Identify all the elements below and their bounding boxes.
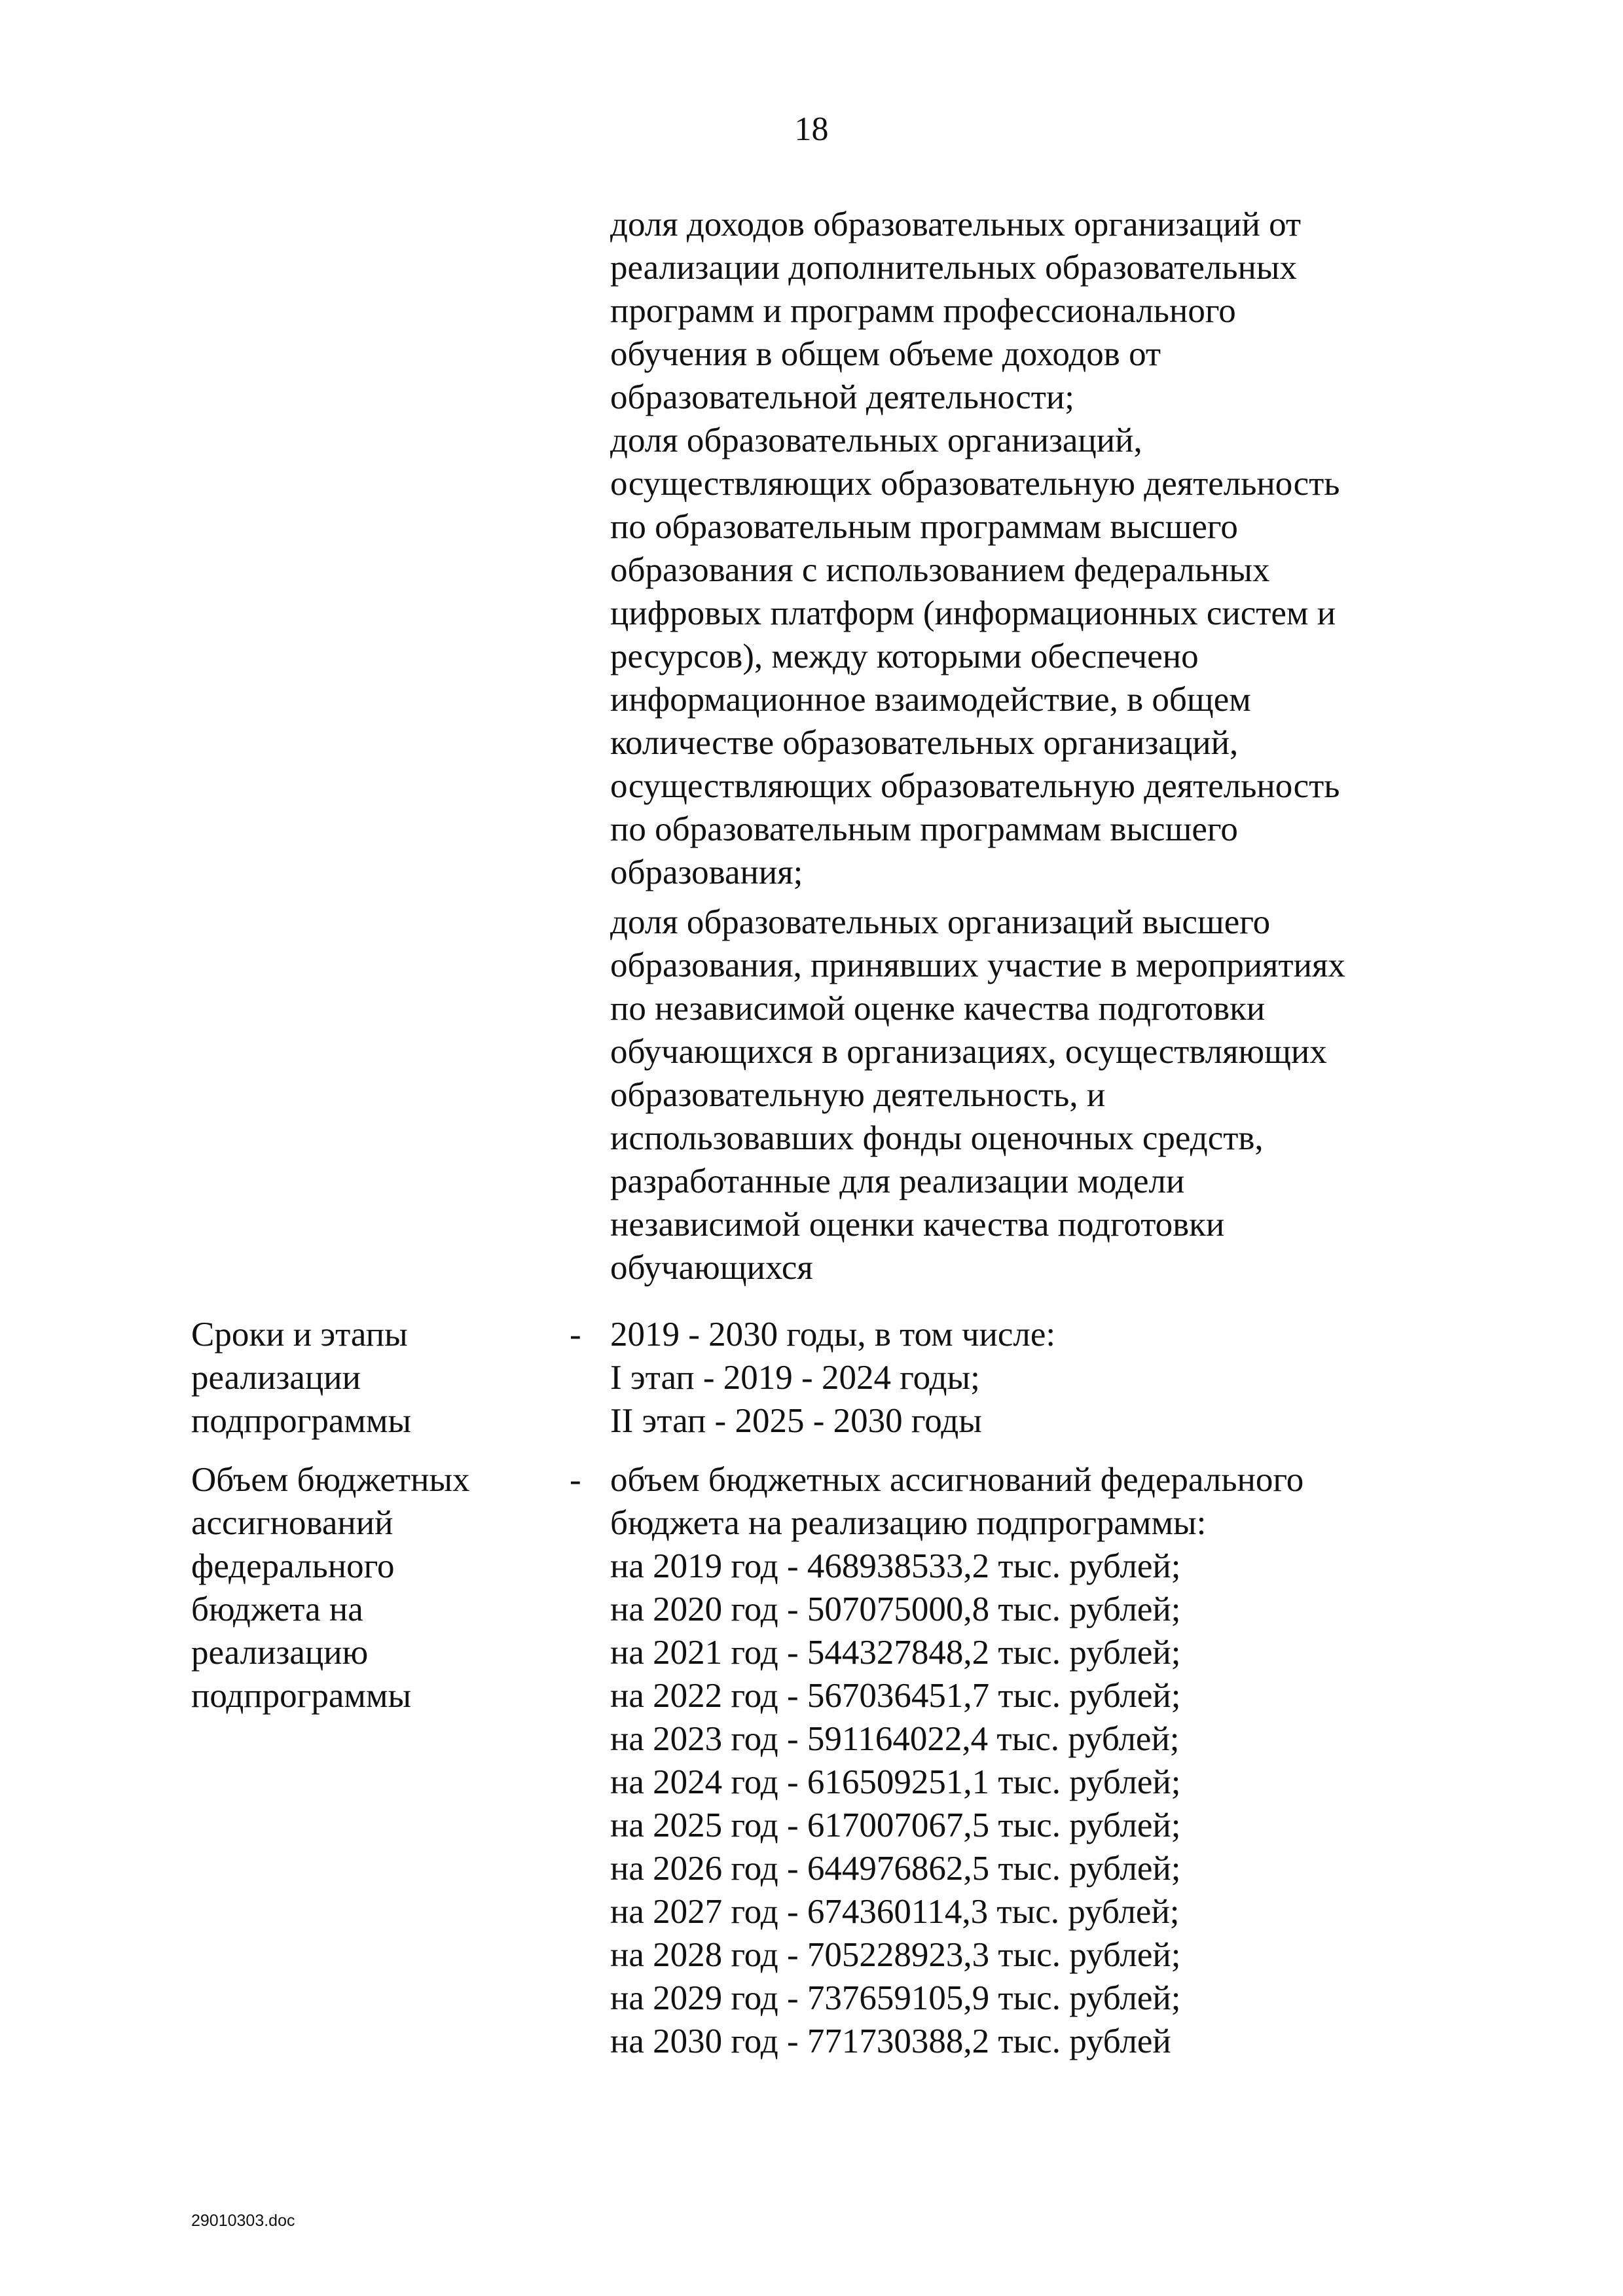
indicator-line: по образовательным программам высшего: [610, 508, 1238, 546]
budget-year-line: на 2029 год - 737659105,9 тыс. рублей;: [610, 1979, 1181, 2017]
budget-label-line: бюджета на: [191, 1590, 363, 1628]
indicator-line: доля образовательных организаций высшего: [610, 903, 1271, 941]
budget-year-line: на 2020 год - 507075000,8 тыс. рублей;: [610, 1590, 1181, 1628]
indicator-line: обучающихся: [610, 1249, 813, 1287]
budget-value-line: бюджета на реализацию подпрограммы:: [610, 1504, 1207, 1542]
indicator-line: доля образовательных организаций,: [610, 422, 1142, 459]
terms-label-line: подпрограммы: [191, 1402, 412, 1440]
budget-dash: -: [570, 1461, 581, 1499]
indicator-line: информационное взаимодействие, в общем: [610, 681, 1251, 719]
budget-year-line: на 2026 год - 644976862,5 тыс. рублей;: [610, 1850, 1181, 1888]
budget-label-line: подпрограммы: [191, 1677, 412, 1715]
budget-year-line: на 2024 год - 616509251,1 тыс. рублей;: [610, 1763, 1181, 1801]
budget-year-line: на 2027 год - 674360114,3 тыс. рублей;: [610, 1893, 1180, 1931]
indicator-line: программ и программ профессионального: [610, 292, 1236, 330]
budget-year-line: на 2030 год - 771730388,2 тыс. рублей: [610, 2022, 1171, 2060]
budget-label-line: реализацию: [191, 1634, 369, 1672]
indicator-line: разработанные для реализации модели: [610, 1162, 1185, 1200]
budget-year-line: на 2019 год - 468938533,2 тыс. рублей;: [610, 1547, 1181, 1585]
terms-value-line: II этап - 2025 - 2030 годы: [610, 1402, 982, 1440]
indicator-line: цифровых платформ (информационных систем и: [610, 594, 1336, 632]
budget-label-line: Объем бюджетных: [191, 1461, 470, 1499]
indicator-line: обучающихся в организациях, осуществляющих: [610, 1033, 1327, 1071]
budget-label-line: федерального: [191, 1547, 395, 1585]
page-number: 18: [794, 111, 829, 148]
indicator-line: реализации дополнительных образовательных: [610, 249, 1297, 287]
indicator-line: образовательной деятельности;: [610, 378, 1075, 416]
indicator-line: обучения в общем объеме доходов от: [610, 335, 1161, 373]
indicator-line: доля доходов образовательных организаций от: [610, 206, 1302, 243]
indicator-line: по независимой оценке качества подготовки: [610, 990, 1266, 1028]
budget-year-line: на 2022 год - 567036451,7 тыс. рублей;: [610, 1677, 1181, 1715]
document-filename: 29010303.doc: [191, 2212, 295, 2230]
terms-value-line: 2019 - 2030 годы, в том числе:: [610, 1316, 1056, 1354]
indicator-line: по образовательным программам высшего: [610, 810, 1238, 848]
terms-label-line: Сроки и этапы: [191, 1316, 408, 1354]
budget-value-line: объем бюджетных ассигнований федерального: [610, 1461, 1304, 1499]
budget-year-line: на 2021 год - 544327848,2 тыс. рублей;: [610, 1634, 1181, 1672]
indicator-line: образования;: [610, 853, 803, 891]
budget-year-line: на 2025 год - 617007067,5 тыс. рублей;: [610, 1806, 1181, 1844]
budget-year-line: на 2023 год - 591164022,4 тыс. рублей;: [610, 1720, 1180, 1758]
indicator-line: осуществляющих образовательную деятельность: [610, 465, 1340, 503]
indicator-line: образования с использованием федеральных: [610, 551, 1270, 589]
indicator-line: образования, принявших участие в мероприятиях: [610, 946, 1345, 984]
indicator-line: независимой оценки качества подготовки: [610, 1206, 1225, 1244]
terms-value-line: I этап - 2019 - 2024 годы;: [610, 1359, 980, 1397]
budget-label-line: ассигнований: [191, 1504, 393, 1542]
budget-year-line: на 2028 год - 705228923,3 тыс. рублей;: [610, 1936, 1181, 1974]
indicator-line: количестве образовательных организаций,: [610, 724, 1239, 762]
indicator-line: осуществляющих образовательную деятельность: [610, 767, 1340, 805]
indicator-line: ресурсов), между которыми обеспечено: [610, 637, 1199, 675]
indicator-line: образовательную деятельность, и: [610, 1076, 1106, 1114]
terms-dash: -: [570, 1316, 581, 1354]
terms-label-line: реализации: [191, 1359, 361, 1397]
indicator-line: использовавших фонды оценочных средств,: [610, 1119, 1264, 1157]
